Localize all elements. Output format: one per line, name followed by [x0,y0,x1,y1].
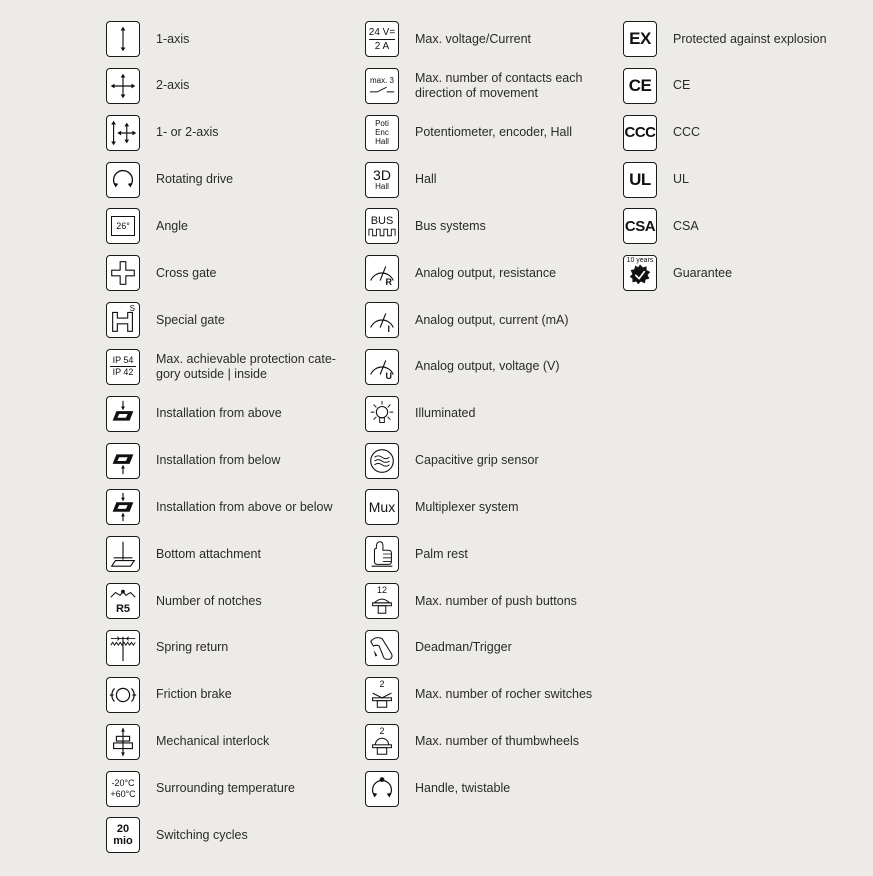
legend-label: UL [673,172,689,187]
bus-systems-icon [365,208,399,244]
analog-voltage-icon [365,349,399,385]
legend-item [365,582,592,620]
legend-label: Max. achievable protection cate- gory outside | inside [156,351,336,381]
legend-label: Illuminated [415,406,476,421]
legend-item [365,67,592,105]
legend-label: Surrounding temperature [156,781,295,795]
rocker-switches-count: 2 [379,678,385,689]
legend-item [365,723,592,761]
legend-label: Mechanical interlock [156,734,270,749]
installation-above-icon [106,396,140,432]
legend-item [106,20,336,58]
legend-label: Handle, twistable [415,781,511,795]
legend-column-3 [623,20,827,301]
legend-item [106,161,336,199]
capacitive-sensor-icon [365,443,399,479]
legend-item [365,770,592,808]
poti-text: Poti [375,119,389,129]
mechanical-interlock-icon [106,724,140,760]
legend-label: Guarantee [673,265,733,280]
legend-label: Angle [156,218,188,233]
multiplexer-icon [365,489,399,525]
cycles-number: 20 [116,823,130,836]
legend-label: Rotating drive [156,172,234,187]
ce-icon [623,68,657,104]
handle-twistable-icon [365,771,399,807]
legend-item [106,395,336,433]
legend-item [365,395,592,433]
legend-label: Multiplexer system [415,499,519,514]
guarantee-icon [623,255,657,291]
legend-label: CE [673,78,691,93]
ccc-text: CCC [624,124,656,142]
ce-text: CE [628,75,652,95]
max-contacts: max. 3 [369,76,394,86]
ip-outside: IP 54 [112,355,134,366]
notches-icon [106,583,140,619]
temperature-max: +60°C [110,788,136,799]
legend-label: Installation from below [156,453,281,468]
legend-item [623,207,827,245]
hall-3d-icon [365,162,399,198]
push-buttons-icon [365,583,399,619]
thumbwheels-icon [365,724,399,760]
max-voltage: 24 V= [368,26,396,38]
legend-item [106,816,336,854]
legend-label: Switching cycles [156,827,248,842]
potentiometer-icon [365,115,399,151]
legend-label: Number of notches [156,593,262,608]
illuminated-icon [365,396,399,432]
deadman-trigger-icon [365,630,399,666]
legend-label: Bus systems [415,218,486,233]
current-symbol: I [387,324,390,335]
2-axis-icon [106,68,140,104]
csa-text: CSA [624,217,656,235]
legend-label: Capacitive grip sensor [415,453,539,468]
legend-item [106,676,336,714]
legend-item [106,535,336,573]
legend-item [623,114,827,152]
1-or-2-axis-icon [106,115,140,151]
legend-label: Cross gate [156,265,217,280]
legend-label: Max. number of thumbwheels [415,734,579,749]
legend-item [106,442,336,480]
legend-label: Potentiometer, encoder, Hall [415,125,573,140]
temperature-min: -20°C [111,777,135,788]
legend-item [623,67,827,105]
legend-label: Analog output, resistance [415,265,557,280]
legend-item [365,114,592,152]
legend-item [106,770,336,808]
legend-label: Max. voltage/Current [415,31,532,46]
ip-inside: IP 42 [112,367,134,378]
installation-above-or-below-icon [106,489,140,525]
legend-label: Special gate [156,312,225,327]
ul-text: UL [629,169,651,189]
protection-category-icon [106,349,140,385]
angle-value: 26° [111,216,135,236]
bottom-attachment-icon [106,536,140,572]
1-axis-icon [106,21,140,57]
legend-item [106,114,336,152]
cycles-unit: mio [113,835,133,848]
legend-label: Max. number of push buttons [415,593,577,608]
legend-label: Hall [415,172,437,187]
legend-label: Max. number of rocher switches [415,687,593,702]
ul-icon [623,162,657,198]
analog-current-icon [365,302,399,338]
legend-label: Bottom attachment [156,546,261,561]
installation-below-icon [106,443,140,479]
legend-item [106,723,336,761]
ex-text: EX [629,29,651,48]
analog-resistance-icon [365,255,399,291]
hall-text: Hall [375,182,389,192]
rocker-switches-icon [365,677,399,713]
legend-item [365,535,592,573]
legend-item [623,161,827,199]
notches-value: R5 [115,603,131,616]
legend-item [106,67,336,105]
legend-item [106,254,336,292]
thumbwheels-count: 2 [379,725,385,736]
max-current: 2 A [374,40,390,52]
special-gate-icon [106,302,140,338]
legend-item [365,161,592,199]
friction-brake-icon [106,677,140,713]
push-buttons-count: 12 [376,585,387,596]
legend-label: Friction brake [156,687,232,702]
legend-item [365,488,592,526]
hall-3d-text: 3D [373,167,391,184]
legend-column-1 [106,20,336,863]
legend-item [365,20,592,58]
csa-icon [623,208,657,244]
legend-item [365,442,592,480]
rotating-drive-icon [106,162,140,198]
legend-item [106,582,336,620]
legend-item [623,254,827,292]
legend-label: 1- or 2-axis [156,125,219,140]
legend-item [106,348,336,386]
switching-cycles-icon [106,817,140,853]
legend-label: Deadman/Trigger [415,640,512,655]
legend-label: Spring return [156,640,229,655]
legend-item [365,676,592,714]
temperature-icon [106,771,140,807]
ex-icon [623,21,657,57]
voltage-symbol: U [385,370,392,381]
palm-rest-icon [365,536,399,572]
legend-label: 1-axis [156,31,190,46]
legend-label: Installation from above or below [156,499,333,514]
mux-text: Mux [368,499,396,516]
legend-label: CSA [673,218,699,233]
legend-item [106,629,336,667]
ccc-icon [623,115,657,151]
legend-label: CCC [673,125,701,140]
legend-item [365,207,592,245]
guarantee-years: 10 years [626,257,654,265]
enc-text: Enc [375,128,389,138]
hall-text: Hall [375,137,389,147]
legend-item [365,629,592,667]
legend-label: Protected against explosion [673,31,827,46]
legend-label: Analog output, voltage (V) [415,359,560,374]
legend-label: 2-axis [156,78,190,93]
legend-column-2 [365,20,592,816]
contacts-icon [365,68,399,104]
spring-return-icon [106,630,140,666]
legend-label: Analog output, current (mA) [415,312,569,327]
legend-label: Max. number of contacts each direction of movement [415,70,583,100]
special-gate-letter: S [129,304,135,314]
legend-item [106,207,336,245]
legend-item [365,301,592,339]
legend-item [106,301,336,339]
bus-text: BUS [370,215,394,228]
legend-item [106,488,336,526]
legend-item [365,348,592,386]
resistance-symbol: R [385,277,392,288]
legend-label: Palm rest [415,546,468,561]
angle-icon [106,208,140,244]
voltage-current-icon [365,21,399,57]
legend-item [365,254,592,292]
legend-item [623,20,827,58]
cross-gate-icon [106,255,140,291]
legend-label: Installation from above [156,406,282,421]
